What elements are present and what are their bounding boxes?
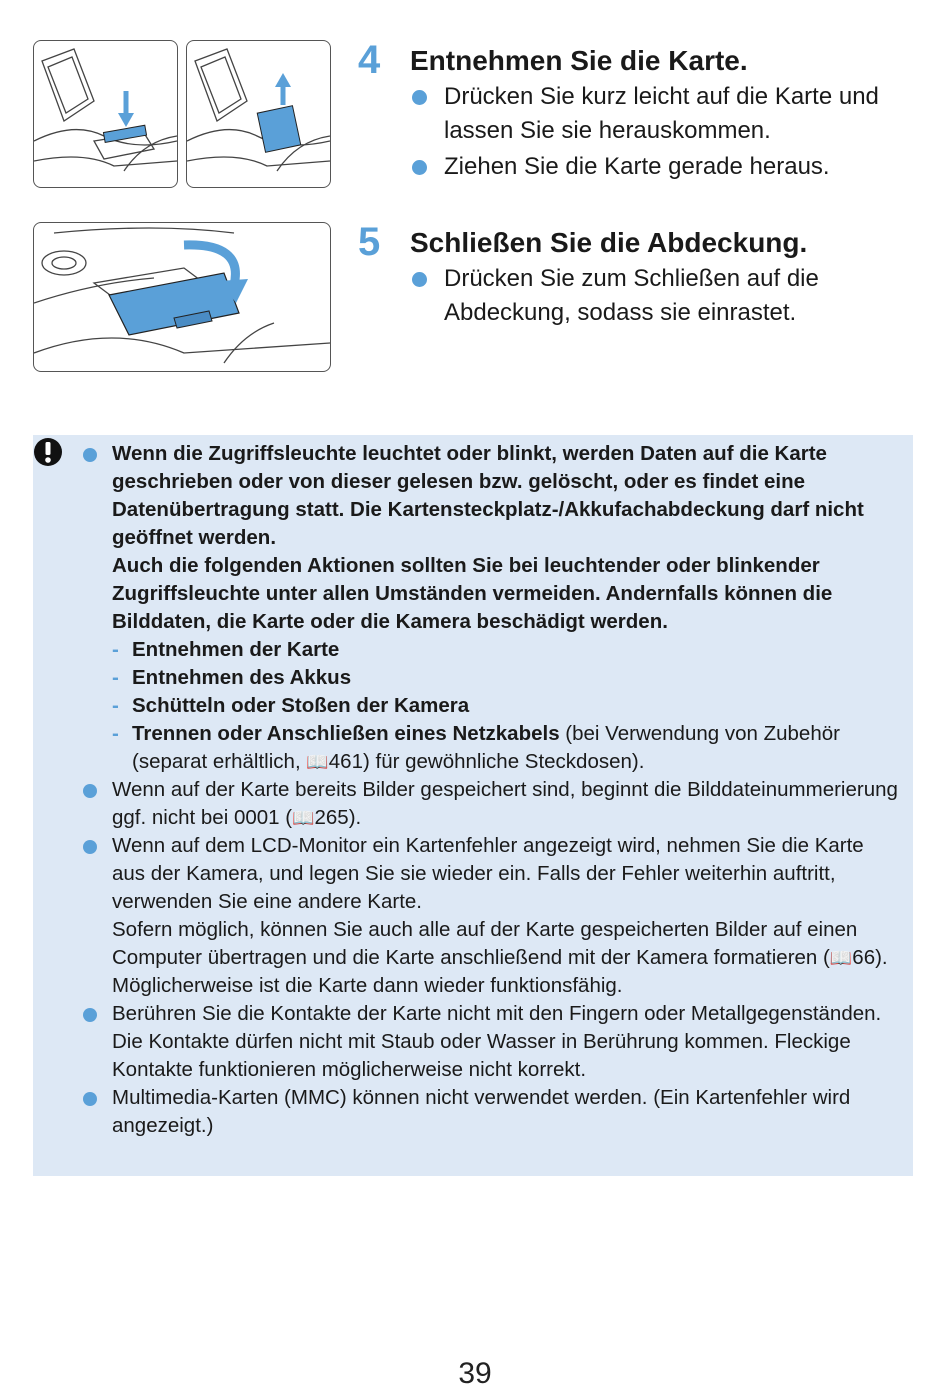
caution-text: Auch die folgenden Aktionen sollten Sie bei leuchtender oder blinkender Zugriffsleuchte unter allen Umständen vermeiden. Andernfalls können die Bilddaten, die Karte oder die Kamera beschädigt werden. — [112, 554, 833, 633]
page-number: 39 — [458, 1357, 492, 1390]
bullet-dot-icon — [83, 1092, 97, 1106]
bullet-dot-icon — [83, 448, 97, 462]
caution-item: Berühren Sie die Kontakte der Karte nicht mit den Fingern oder Metallgegenständen. Die Kontakte dürfen nicht mit Staub oder Wasser in Berührung kommen. Fleckige Kontakte funktionieren möglicherweise nicht korrekt. — [80, 1000, 900, 1084]
close-cover-drawing — [34, 223, 330, 371]
caution-subitem: - Entnehmen der Karte — [112, 638, 340, 661]
caution-item — [80, 832, 900, 1000]
caution-item: Wenn auf der Karte bereits Bilder gespeichert sind, beginnt die Bilddateinummerierung ggf. nicht bei 0001 (📖265). — [80, 776, 900, 832]
pull-card-drawing — [187, 41, 330, 187]
caution-text: Sofern möglich, können Sie auch alle auf der Karte gespeicherten Bilder auf einen Computer übertragen und die Karte anschließend mit der Kamera formatieren (📖66). Möglicherweise ist die Karte dann wieder funktionsfähig. — [112, 918, 888, 997]
step-4-bullet: Ziehen Sie die Karte gerade heraus. — [410, 150, 930, 184]
step-5-title: Schließen Sie die Abdeckung. — [410, 227, 808, 258]
bullet-dot-icon — [412, 90, 427, 105]
book-icon: 📖 — [829, 948, 853, 968]
caution-item: Multimedia-Karten (MMC) können nicht verwendet werden. (Ein Kartenfehler wird angezeigt.) — [80, 1084, 900, 1140]
page-reference[interactable]: 66 — [852, 946, 876, 969]
bullet-dot-icon — [412, 160, 427, 175]
page-reference[interactable]: 461 — [328, 750, 363, 773]
caution-subitem: - Trennen oder Anschließen eines Netzkabels (bei Verwendung von Zubehör (separat erhältlich, 📖461) für gewöhnliche Steckdosen). — [112, 720, 900, 776]
caution-item — [80, 440, 900, 776]
caution-sublist — [112, 636, 900, 776]
caution-subitem: - Entnehmen des Akkus — [112, 666, 352, 689]
step-5-bullets — [410, 262, 930, 332]
step-5-bullet: Drücken Sie zum Schließen auf die Abdeckung, sodass sie einrastet. — [410, 262, 930, 330]
caution-icon — [33, 437, 63, 467]
press-card-drawing — [34, 41, 177, 187]
caution-text: Wenn auf dem LCD-Monitor ein Kartenfehler angezeigt wird, nehmen Sie die Karte aus der Kamera, und legen Sie sie wieder ein. Falls der Fehler weiterhin auftritt, verwenden Sie eine andere Karte. — [112, 834, 864, 913]
step-4 — [358, 40, 918, 190]
step-4-bullets — [410, 80, 930, 186]
caution-subitem: - Schütteln oder Stoßen der Kamera — [112, 694, 470, 717]
caution-text: Wenn die Zugriffsleuchte leuchtet oder blinkt, werden Daten auf die Karte geschrieben oder von dieser gelesen bzw. gelöscht, oder es findet eine Datenübertragung statt. Die Kartensteckplatz-/Akkufachabdeckung darf nicht geöffnet werden. — [112, 442, 864, 549]
caution-list — [80, 440, 900, 1140]
bullet-dot-icon — [83, 784, 97, 798]
illustration-close-cover — [33, 222, 331, 372]
step-4-bullet: Drücken Sie kurz leicht auf die Karte und lassen Sie sie herauskommen. — [410, 80, 930, 148]
illustration-press-card — [33, 40, 178, 188]
bullet-dot-icon — [412, 272, 427, 287]
book-icon: 📖 — [292, 808, 315, 828]
bullet-dot-icon — [83, 840, 97, 854]
step-4-number: 4 — [358, 38, 381, 82]
illustration-pull-card — [186, 40, 331, 188]
book-icon: 📖 — [306, 752, 329, 772]
bullet-dot-icon — [83, 1008, 97, 1022]
step-5-number: 5 — [358, 220, 381, 264]
step-4-title: Entnehmen Sie die Karte. — [410, 45, 748, 76]
page-reference[interactable]: 265 — [314, 806, 349, 829]
step-5 — [358, 222, 918, 342]
